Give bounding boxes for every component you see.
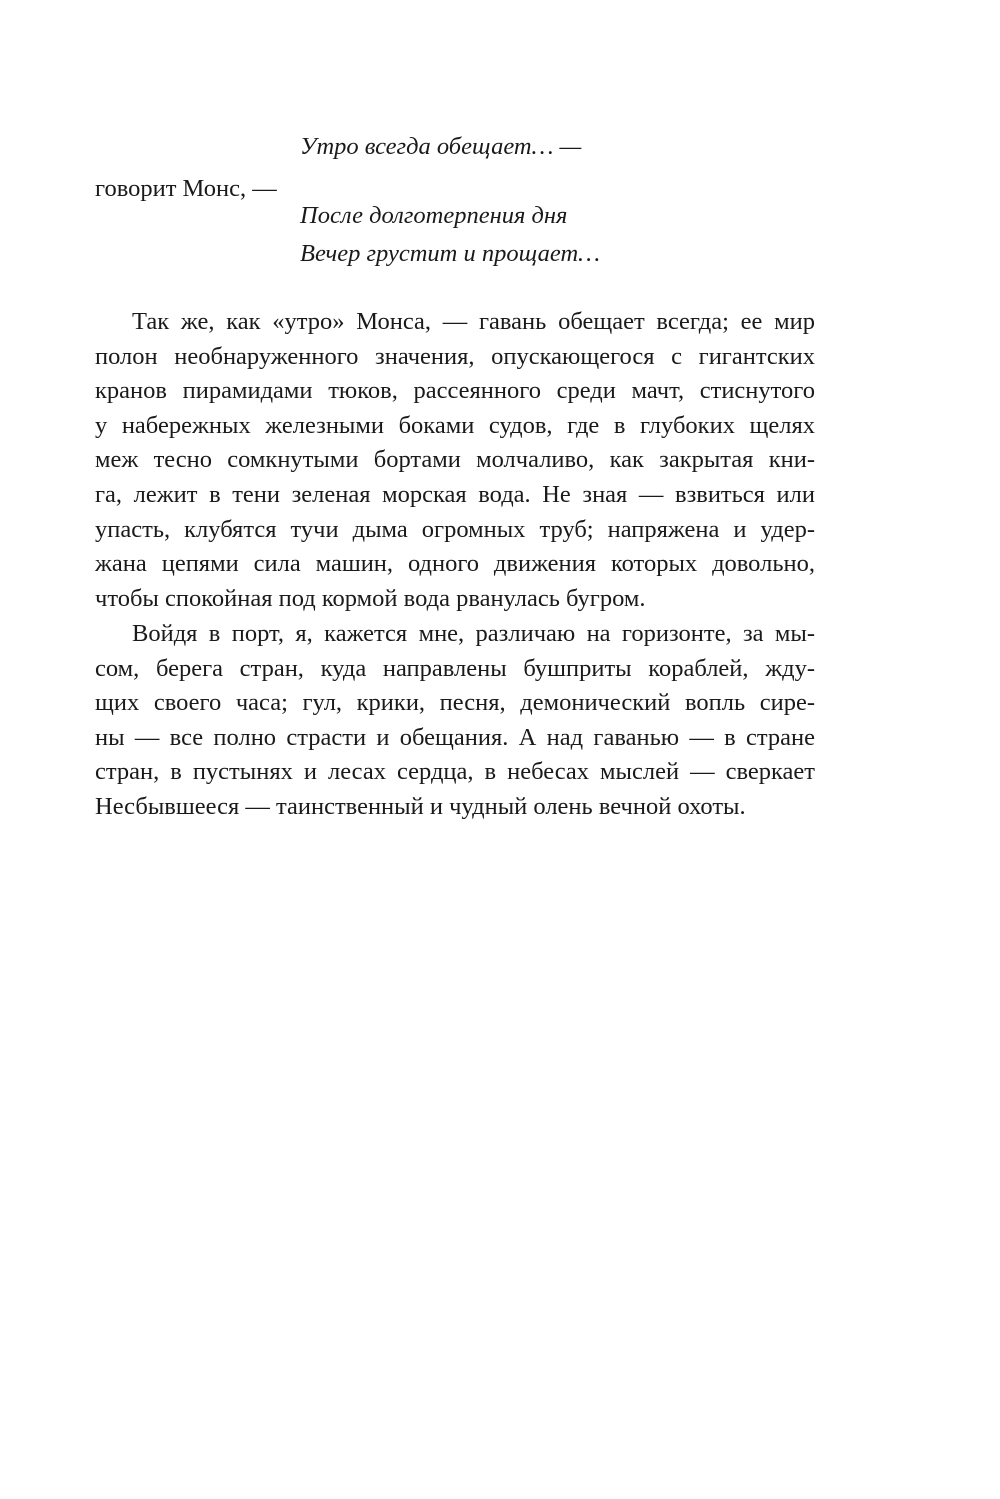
paragraph-line: упасть, клубятся тучи дыма огромных труб; напряжена и удер- — [95, 515, 815, 543]
paragraph-line: щих своего часа; гул, крики, песня, демонический вопль сире- — [95, 689, 815, 717]
paragraph-line: Несбывшееся — таинственный и чудный олень вечной охоты. — [95, 792, 746, 820]
epigraph-line-2: После долготерпения дня — [300, 202, 568, 229]
paragraph-line: ны — все полно страсти и обещания. А над гаванью — в стране — [95, 723, 815, 751]
paragraph-line: меж тесно сомкнутыми бортами молчаливо, как закрытая кни- — [95, 446, 815, 474]
paragraph-line: чтобы спокойная под кормой вода рванулась бугром. — [95, 584, 646, 612]
epigraph-line-3: Вечер грустит и прощает… — [300, 240, 600, 267]
paragraph-line: стран, в пустынях и лесах сердца, в небесах мыслей — сверкает — [95, 758, 815, 786]
paragraph-line: Так же, как «утро» Монса, — гавань обещает всегда; ее мир — [132, 308, 815, 335]
paragraph-line: сом, берега стран, куда направлены бушприты кораблей, жду- — [95, 654, 815, 682]
paragraph-2 — [95, 617, 815, 825]
paragraph-line: жана цепями сила машин, одного движения которых довольно, — [95, 550, 815, 578]
paragraph-line: у набережных железными боками судов, где в глубоких щелях — [95, 411, 815, 439]
paragraph-line: полон необнаруженного значения, опускающегося с гигантских — [95, 342, 815, 370]
epigraph-speaker: говорит Монс, — — [95, 175, 277, 202]
epigraph-line-1: Утро всегда обещает… — — [300, 133, 582, 160]
paragraph-line: Войдя в порт, я, кажется мне, различаю на горизонте, за мы- — [132, 620, 815, 647]
paragraph-line: га, лежит в тени зеленая морская вода. Не зная — взвиться или — [95, 480, 815, 508]
paragraph-1 — [95, 305, 815, 616]
paragraph-line: кранов пирамидами тюков, рассеянного среди мачт, стиснутого — [95, 377, 815, 405]
